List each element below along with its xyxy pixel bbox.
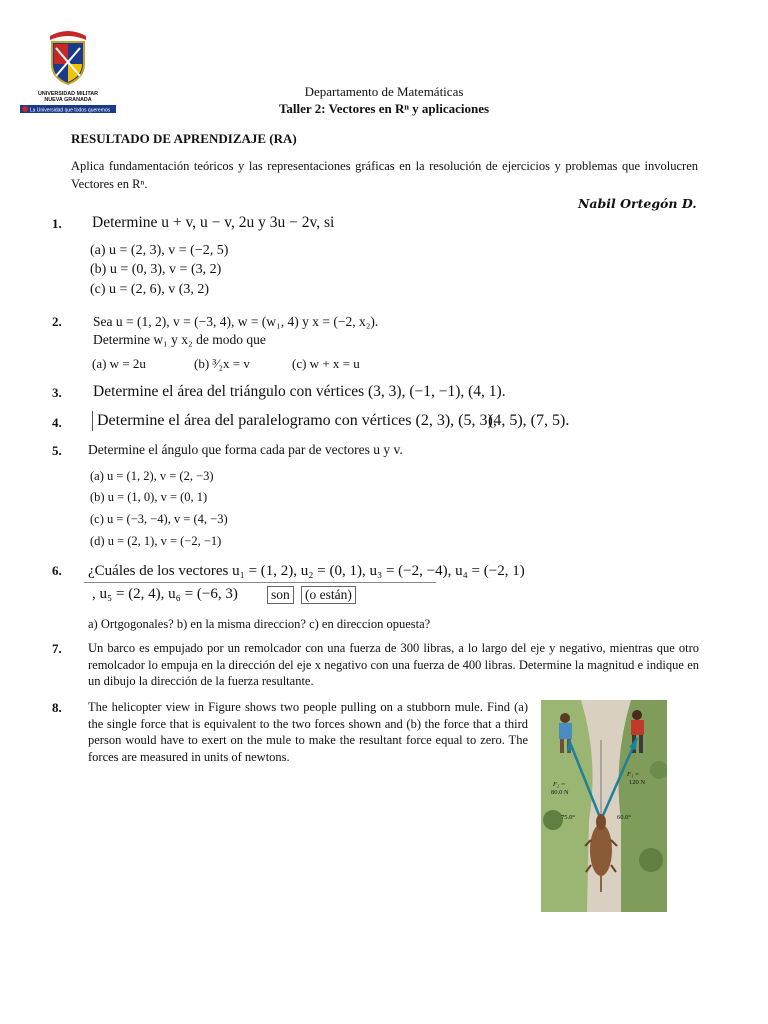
q6-line-1: ¿Cuáles de los vectores u₁ = (1, 2), u₂ = (0, 1), u₃ = (−2, −4), u₄ = (−2, 1) bbox=[88, 563, 525, 579]
f1-value: 120 N bbox=[629, 779, 646, 786]
q6-o-estan: (o están) bbox=[301, 586, 356, 604]
q2-stem-2: Determine w₁ y x₂ de modo que bbox=[93, 332, 266, 347]
q1-item-a: (a) u = (2, 3), v = (−2, 5) bbox=[90, 243, 229, 258]
q3-number: 3. bbox=[52, 385, 62, 400]
q1-number: 1. bbox=[52, 216, 62, 231]
q6-son: son bbox=[267, 586, 294, 604]
q8-number: 8. bbox=[52, 700, 62, 715]
ra-heading: RESULTADO DE APRENDIZAJE (RA) bbox=[71, 131, 297, 146]
q6-number: 6. bbox=[52, 563, 62, 578]
q5-item-b: (b) u = (1, 0), v = (0, 1) bbox=[90, 490, 208, 504]
q4-number: 4. bbox=[52, 415, 62, 430]
workshop-title: Taller 2: Vectores en Rⁿ y aplicaciones bbox=[278, 101, 490, 116]
department-title: Departamento de Matemáticas bbox=[304, 84, 464, 99]
q5-stem: Determine el ángulo que forma cada par de vectores u y v. bbox=[88, 442, 403, 457]
author-signature: Nabil Ortegón D. bbox=[578, 196, 697, 211]
q5-item-a: (a) u = (1, 2), v = (2, −3) bbox=[90, 469, 214, 483]
mule-force-figure bbox=[541, 700, 667, 912]
q6-options: a) Ortgogonales? b) en la misma direccion? c) en direccion opuesta? bbox=[88, 617, 431, 631]
f2-label: F₂ = bbox=[553, 781, 566, 788]
f1-label: F₁ = bbox=[627, 771, 640, 778]
angle-right: 60.0° bbox=[617, 814, 631, 821]
q5-number: 5. bbox=[52, 443, 62, 458]
q5-item-c: (c) u = (−3, −4), v = (4, −3) bbox=[90, 512, 228, 526]
q1-item-c: (c) u = (2, 6), v (3, 2) bbox=[90, 282, 210, 297]
q4-bar bbox=[92, 411, 93, 431]
q3-text: Determine el área del triángulo con vértices (3, 3), (−1, −1), (4, 1). bbox=[93, 383, 506, 400]
svg-text:UNIVERSIDAD MILITAR: UNIVERSIDAD MILITAR bbox=[37, 91, 99, 97]
f2-value: 80.0 N bbox=[551, 789, 569, 796]
q7-text: Un barco es empujado por un remolcador con una fuerza de 300 libras, a lo largo del eje y negativo, mientras que otro remolcador lo empuja en la dirección del eje x negativo con una fuerza de 400 libras. Determine la magnitud e indique en un dibujo la dirección de la fuerza resultante. bbox=[88, 641, 699, 688]
q2-item-a: (a) w = 2u bbox=[92, 356, 146, 371]
q2-number: 2. bbox=[52, 314, 62, 329]
q2-item-b: (b) ³⁄₂x = v bbox=[194, 356, 250, 371]
q5-item-d: (d) u = (2, 1), v = (−2, −1) bbox=[90, 534, 222, 548]
angle-left: 75.0° bbox=[561, 814, 575, 821]
svg-text:NUEVA GRANADA: NUEVA GRANADA bbox=[44, 97, 92, 103]
q8-text: The helicopter view in Figure shows two people pulling on a stubborn mule. Find (a) the single force that is equivalent to the two forces shown and (b) the force that a third person would have to exert on the mule to make the resultant force equal to zero. The forces are measured in units of newtons. bbox=[88, 700, 528, 764]
q4-text: Determine el área del paralelogramo con vértices (2, 3), (5, 3), bbox=[97, 412, 497, 429]
q7-number: 7. bbox=[52, 641, 62, 656]
q2-item-c: (c) w + x = u bbox=[292, 356, 360, 371]
q4-text-2: (4, 5), (7, 5). bbox=[488, 412, 570, 429]
q6-line-2: , u₅ = (2, 4), u₆ = (−6, 3) bbox=[92, 586, 238, 602]
q1-item-b: (b) u = (0, 3), v = (3, 2) bbox=[90, 262, 222, 277]
svg-text:La Universidad que todos quere: La Universidad que todos queremos bbox=[29, 107, 111, 114]
q6-rule bbox=[84, 582, 436, 583]
q2-stem: Sea u = (1, 2), v = (−3, 4), w = (w₁, 4) y x = (−2, x₂). bbox=[93, 314, 379, 329]
ra-text: Aplica fundamentación teóricos y las representaciones gráficas en la resolución de ejercicios y problemas que involucren Vectores en Rⁿ. bbox=[71, 159, 698, 191]
q1-stem: Determine u + v, u − v, 2u y 3u − 2v, si bbox=[92, 214, 335, 231]
